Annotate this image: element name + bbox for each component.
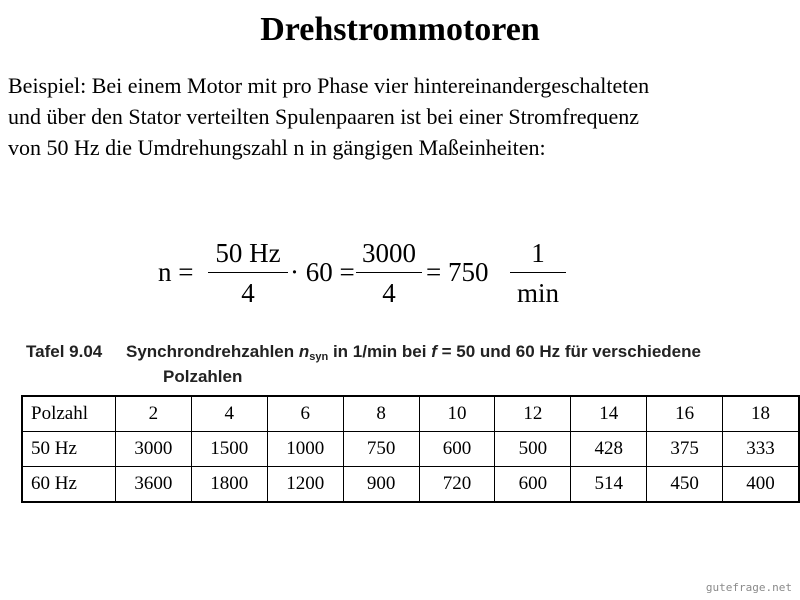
table-caption-var-n: n	[298, 342, 310, 361]
table-caption-var-f: f	[431, 342, 437, 361]
table-cell: 18	[723, 396, 799, 432]
table-cell: 3000	[115, 432, 191, 467]
table-cell: 16	[647, 396, 723, 432]
watermark: gutefrage.net	[705, 581, 792, 594]
table-cell: 14	[571, 396, 647, 432]
example-paragraph	[8, 70, 793, 163]
formula-unit-numerator: 1	[531, 238, 545, 268]
table-cell: 500	[495, 432, 571, 467]
table-caption	[26, 342, 786, 387]
table-row-label: 50 Hz	[22, 432, 115, 467]
table-row-label: Polzahl	[22, 396, 115, 432]
paragraph-line-1: Beispiel: Bei einem Motor mit pro Phase vier hintereinandergeschalteten	[8, 73, 650, 98]
formula-times: · 60 =	[290, 257, 355, 287]
table-caption-text-c: = 50 und 60 Hz für verschiedene	[436, 342, 701, 361]
formula-fraction-2-numerator: 3000	[362, 238, 416, 268]
table-row	[22, 467, 799, 503]
table-cell: 400	[723, 467, 799, 503]
table-caption-text-b: in 1/min bei	[328, 342, 432, 361]
table-cell: 4	[191, 396, 267, 432]
table-caption-line-2: Polzahlen	[163, 367, 243, 386]
table-cell: 514	[571, 467, 647, 503]
table-cell: 1800	[191, 467, 267, 503]
formula-result: = 750	[426, 257, 489, 287]
formula-unit-bar	[510, 272, 566, 273]
paragraph-line-2: und über den Stator verteilten Spulenpaaren ist bei einer Stromfrequenz	[8, 104, 640, 129]
table-cell: 720	[419, 467, 495, 503]
table-row-label: 60 Hz	[22, 467, 115, 503]
table-cell: 1000	[267, 432, 343, 467]
paragraph-line-3: von 50 Hz die Umdrehungszahl n in gängigen Maßeinheiten:	[8, 135, 546, 160]
formula-fraction-2-bar	[356, 272, 422, 273]
table-cell: 6	[267, 396, 343, 432]
table-row	[22, 432, 799, 467]
table-caption-number: Tafel 9.04	[26, 342, 103, 361]
table-cell: 600	[495, 467, 571, 503]
formula-fraction-2-denominator: 4	[382, 278, 396, 308]
table-cell: 600	[419, 432, 495, 467]
formula-lhs: n =	[158, 257, 194, 287]
table-row	[22, 396, 799, 432]
table-caption-text: Synchrondrehzahlen	[126, 342, 299, 361]
formula-fraction-1-denominator: 4	[241, 278, 255, 308]
table-cell: 3600	[115, 467, 191, 503]
formula-fraction-1-numerator: 50 Hz	[215, 238, 281, 268]
table-cell: 1200	[267, 467, 343, 503]
table-cell: 12	[495, 396, 571, 432]
table-cell: 1500	[191, 432, 267, 467]
table-cell: 900	[343, 467, 419, 503]
table-caption-subscript: syn	[309, 351, 329, 363]
table-cell: 2	[115, 396, 191, 432]
table-cell: 375	[647, 432, 723, 467]
table-cell: 450	[647, 467, 723, 503]
table-cell: 428	[571, 432, 647, 467]
formula-unit-denominator: min	[516, 278, 559, 308]
table-cell: 750	[343, 432, 419, 467]
table-cell: 333	[723, 432, 799, 467]
synchronous-speed-table	[21, 395, 800, 503]
formula-fraction-1-bar	[208, 272, 288, 273]
table-cell: 10	[419, 396, 495, 432]
table-cell: 8	[343, 396, 419, 432]
page-title: Drehstrommotoren	[260, 11, 540, 48]
